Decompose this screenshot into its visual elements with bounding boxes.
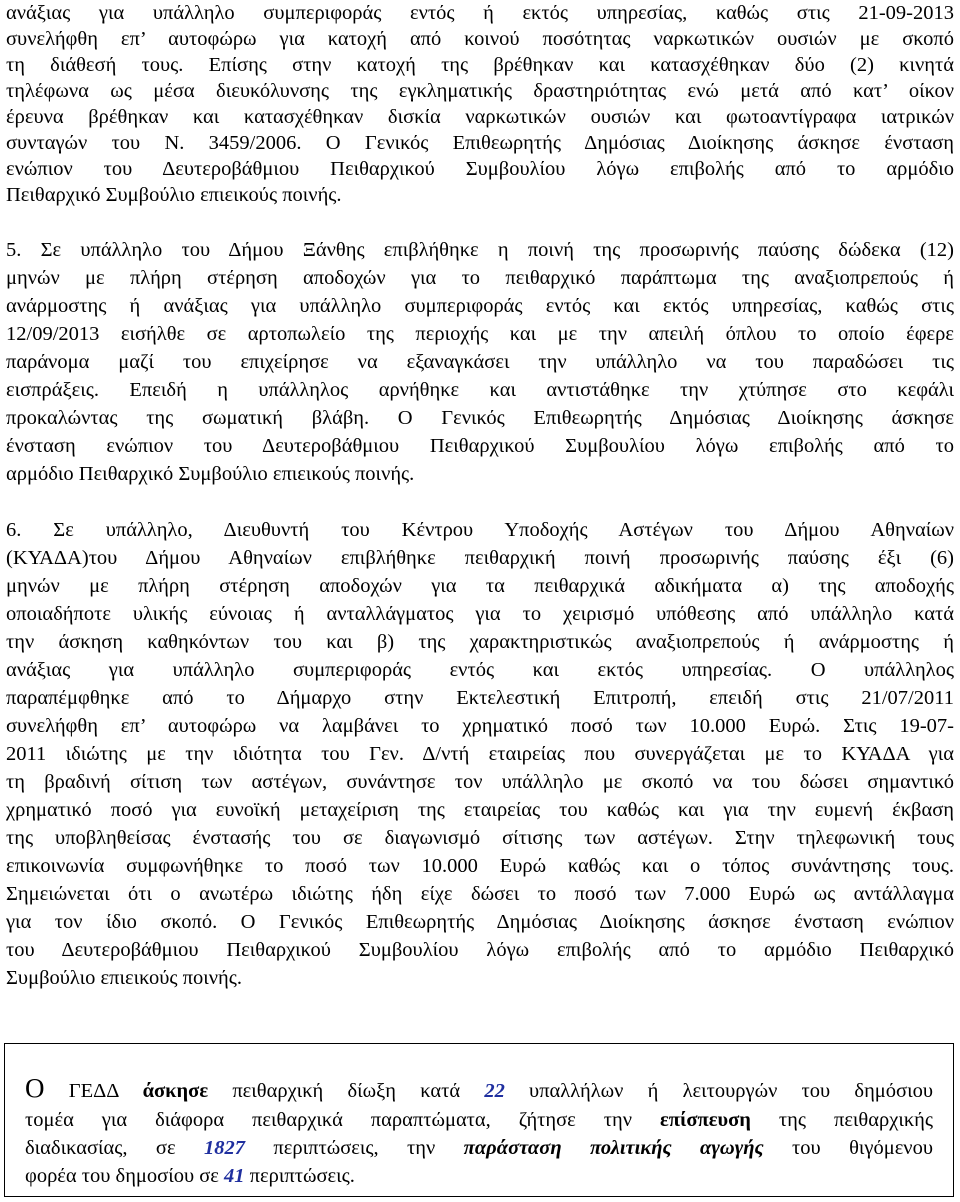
text-line: μηνών με πλήρη στέρηση αποδοχών για τα πειθαρχικά αδικήματα α) της αποδοχής (6, 575, 954, 597)
text-line: Πειθαρχικό Συμβούλιο επιεικούς ποινής. (6, 184, 342, 206)
text-line: επικοινωνία συμφωνήθηκε το ποσό των 10.000 Ευρώ καθώς και ο τόπος συνάντησης τους. (6, 855, 954, 877)
summary-line-2 (25, 1106, 933, 1134)
text-line: χρηματικό ποσό για ευνοϊκή μεταχείριση της εταιρείας του καθώς και για την ευμενή έκβαση (6, 799, 954, 821)
text-line: Συμβούλιο επιεικούς ποινής. (6, 967, 242, 989)
text-line: την άσκηση καθηκόντων του και β) της χαρακτηριστικώς αναξιοπρεπούς ή ανάρμοστης ή (6, 631, 954, 653)
text-line: έρευνα βρέθηκαν και κατασχέθηκαν δισκία ναρκωτικών ουσιών και φωτοαντίγραφα ιατρικών (6, 106, 954, 128)
text-line: για τον ίδιο σκοπό. Ο Γενικός Επιθεωρητής Δημόσιας Διοίκησης άσκησε ένσταση ενώπιον (6, 911, 954, 933)
summary-bold-italic-text: παράσταση πολιτικής αγωγής (463, 1137, 764, 1159)
text-line: ενώπιον του Δευτεροβάθμιου Πειθαρχικού Συμβουλίου λόγω επιβολής από το αρμόδιο (6, 158, 954, 180)
summary-text: πειθαρχική δίωξη κατά (208, 1080, 485, 1102)
text-line: οποιαδήποτε υλικής εύνοιας ή ανταλλάγματος για το χειρισμό υπόθεσης από υπάλληλο κατά (6, 603, 954, 625)
text-line: τη βραδινή σίτιση των αστέγων, συνάντησε τον υπάλληλο με σκοπό να του δώσει σημαντικό (6, 771, 954, 793)
summary-text: της πειθαρχικής (750, 1109, 934, 1131)
text-line: συνελήφθη επ’ αυτοφώρω για κατοχή από κοινού ποσότητας ναρκωτικών ουσιών με σκοπό (6, 28, 954, 50)
summary-line-4 (25, 1162, 933, 1190)
summary-bold-text: επίσπευση (660, 1109, 751, 1131)
text-line: τηλέφωνα ως μέσα διευκόλυνσης της εγκληματικής δραστηριότητας ενώ μετά από κατ’ οίκον (6, 80, 954, 102)
text-line: αρμόδιο Πειθαρχικό Συμβούλιο επιεικούς ποινής. (6, 463, 415, 485)
text-line: ανάρμοστης ή ανάξιας για υπάλληλο συμπεριφοράς εντός και εκτός υπηρεσίας, καθώς στις (6, 295, 954, 317)
summary-initial: Ο (25, 1073, 45, 1103)
summary-line-1 (25, 1074, 933, 1105)
summary-text: περιπτώσεις, την (245, 1137, 464, 1159)
text-line: παραπέμφθηκε από το Δήμαρχο στην Εκτελεστική Επιτροπή, επειδή στις 21/07/2011 (6, 687, 954, 709)
summary-text: του θιγόμενου (763, 1137, 933, 1159)
summary-text: διαδικασίας, σε (25, 1137, 204, 1159)
text-line: ανάξιας για υπάλληλο συμπεριφοράς εντός ή εκτός υπηρεσίας, καθώς στις 21-09-2013 (6, 2, 954, 24)
summary-text: ΓΕΔΔ (44, 1080, 143, 1102)
text-line: τη διάθεσή τους. Επίσης στην κατοχή της βρέθηκαν και κατασχέθηκαν δύο (2) κινητά (6, 54, 954, 76)
text-line: παράνομα μαζί του επιχείρησε να εξαναγκάσει την υπάλληλο να του παραδώσει τις (6, 351, 954, 373)
summary-bold-text: άσκησε (142, 1080, 209, 1102)
summary-count-employees: 22 (484, 1080, 505, 1102)
text-line: μηνών με πλήρη στέρηση αποδοχών για το πειθαρχικό παράπτωμα της αναξιοπρεπούς ή (6, 267, 954, 289)
summary-text: τομέα για διάφορα πειθαρχικά παραπτώματα, ζήτησε την (25, 1109, 660, 1131)
summary-text: περιπτώσεις. (244, 1165, 355, 1187)
text-line: 5. Σε υπάλληλο του Δήμου Ξάνθης επιβλήθηκε η ποινή της προσωρινής παύσης δώδεκα (12) (6, 239, 954, 261)
text-line: του Δευτεροβάθμιου Πειθαρχικού Συμβουλίου λόγω επιβολής από το αρμόδιο Πειθαρχικό (6, 939, 954, 961)
text-line: ένσταση ενώπιον του Δευτεροβάθμιου Πειθαρχικού Συμβουλίου λόγω επιβολής από το (6, 435, 954, 457)
text-line: 2011 ιδιώτης με την ιδιότητα του Γεν. Δ/ντή εταιρείας που συνεργάζεται με το ΚΥΑΔΑ για (6, 743, 954, 765)
summary-line-3 (25, 1134, 933, 1162)
text-line: εισπράξεις. Επειδή η υπάλληλος αρνήθηκε και αντιστάθηκε την χτύπησε στο κεφάλι (6, 379, 954, 401)
text-line: συνταγών του Ν. 3459/2006. Ο Γενικός Επιθεωρητής Δημόσιας Διοίκησης άσκησε ένσταση (6, 132, 954, 154)
text-line: συνελήφθη επ’ αυτοφώρω να λαμβάνει το χρηματικό ποσό των 10.000 Ευρώ. Στις 19-07- (6, 715, 954, 737)
text-line: Σημειώνεται ότι ο ανωτέρω ιδιώτης ήδη είχε δώσει το ποσό των 7.000 Ευρώ ως αντάλλαγμα (6, 883, 954, 905)
text-line: της υποβληθείσας ένστασής του σε διαγωνισμό σίτισης των αστέγων. Στην τηλεφωνική τους (6, 827, 954, 849)
text-line: 6. Σε υπάλληλο, Διευθυντή του Κέντρου Υποδοχής Αστέγων του Δήμου Αθηναίων (6, 519, 954, 541)
summary-count-expedite: 1827 (204, 1137, 245, 1159)
summary-count-civil-action: 41 (224, 1165, 245, 1187)
summary-box (4, 1043, 954, 1197)
text-line: 12/09/2013 εισήλθε σε αρτοπωλείο της περιοχής και με την απειλή όπλου το οποίο έφερε (6, 323, 954, 345)
summary-text: φορέα του δημοσίου σε (25, 1165, 225, 1187)
summary-text: υπαλλήλων ή λειτουργών του δημόσιου (504, 1080, 934, 1102)
text-line: προκαλώντας της σωματική βλάβη. Ο Γενικός Επιθεωρητής Δημόσιας Διοίκησης άσκησε (6, 407, 954, 429)
text-line: ανάξιας για υπάλληλο συμπεριφοράς εντός και εκτός υπηρεσίας. Ο υπάλληλος (6, 659, 954, 681)
text-line: (ΚΥΑΔΑ)του Δήμου Αθηναίων επιβλήθηκε πειθαρχική ποινή προσωρινής παύσης έξι (6) (6, 547, 954, 569)
